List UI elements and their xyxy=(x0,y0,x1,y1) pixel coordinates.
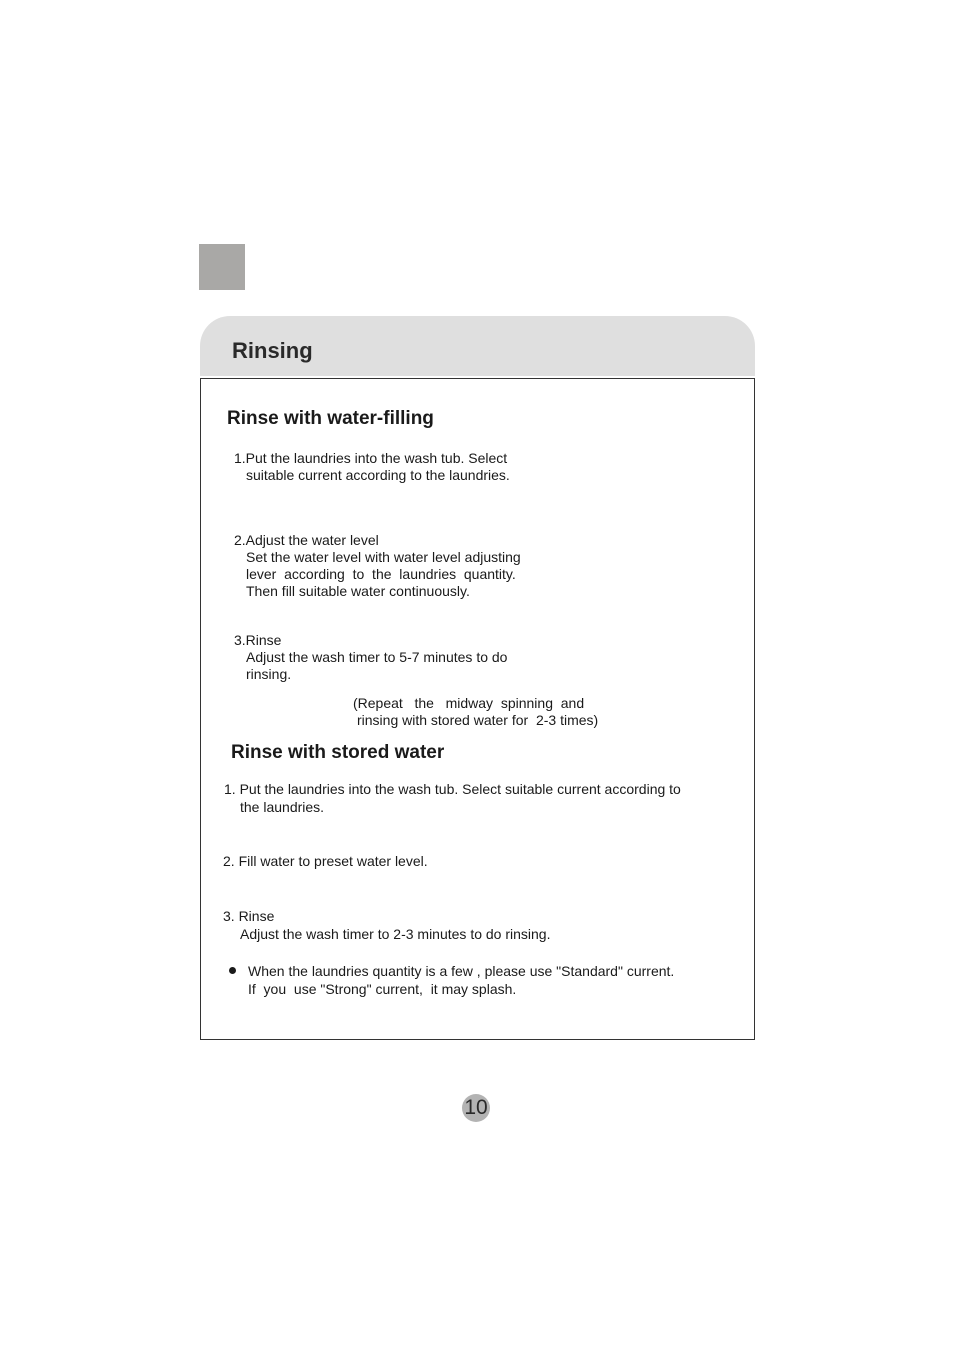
stored-water-step3-line2: Adjust the wash timer to 2-3 minutes to do rinsing. xyxy=(240,926,551,942)
water-filling-step2-line3: lever according to the laundries quantity. xyxy=(246,566,516,582)
content-panel xyxy=(200,378,755,1040)
stored-water-step3-line1: 3. Rinse xyxy=(223,908,275,924)
page-number: 10 xyxy=(462,1094,490,1122)
water-filling-heading: Rinse with water-filling xyxy=(227,408,434,429)
stored-water-step1-line1: 1. Put the laundries into the wash tub. Select suitable current according to xyxy=(224,781,681,797)
stored-water-step1-line2: the laundries. xyxy=(240,799,325,815)
water-filling-step2-line4: Then fill suitable water continuously. xyxy=(246,583,470,599)
water-filling-step3-line1: 3.Rinse xyxy=(234,632,282,648)
water-filling-note-line1: (Repeat the midway spinning and xyxy=(353,695,585,711)
water-filling-step3-line2: Adjust the wash timer to 5-7 minutes to do xyxy=(246,649,508,665)
water-filling-note-line2: rinsing with stored water for 2-3 times) xyxy=(357,712,599,728)
water-filling-step1-line1: 1.Put the laundries into the wash tub. Select xyxy=(234,450,508,466)
bullet-dot-icon xyxy=(229,967,236,974)
water-filling-step2-line1: 2.Adjust the water level xyxy=(234,532,379,548)
section-title: Rinsing xyxy=(232,338,313,363)
stored-water-step2-line1: 2. Fill water to preset water level. xyxy=(223,853,428,869)
section-header xyxy=(200,316,755,376)
stored-water-bullet-line1: When the laundries quantity is a few , please use "Standard" current. xyxy=(248,963,675,979)
stored-water-heading: Rinse with stored water xyxy=(231,742,445,763)
stored-water-bullet-line2: If you use "Strong" current, it may splash. xyxy=(248,981,517,997)
water-filling-step1-line2: suitable current according to the laundries. xyxy=(246,467,510,483)
water-filling-step3-line3: rinsing. xyxy=(246,666,292,682)
section-marker-tab xyxy=(199,244,245,290)
water-filling-step2-line2: Set the water level with water level adjusting xyxy=(246,549,521,565)
